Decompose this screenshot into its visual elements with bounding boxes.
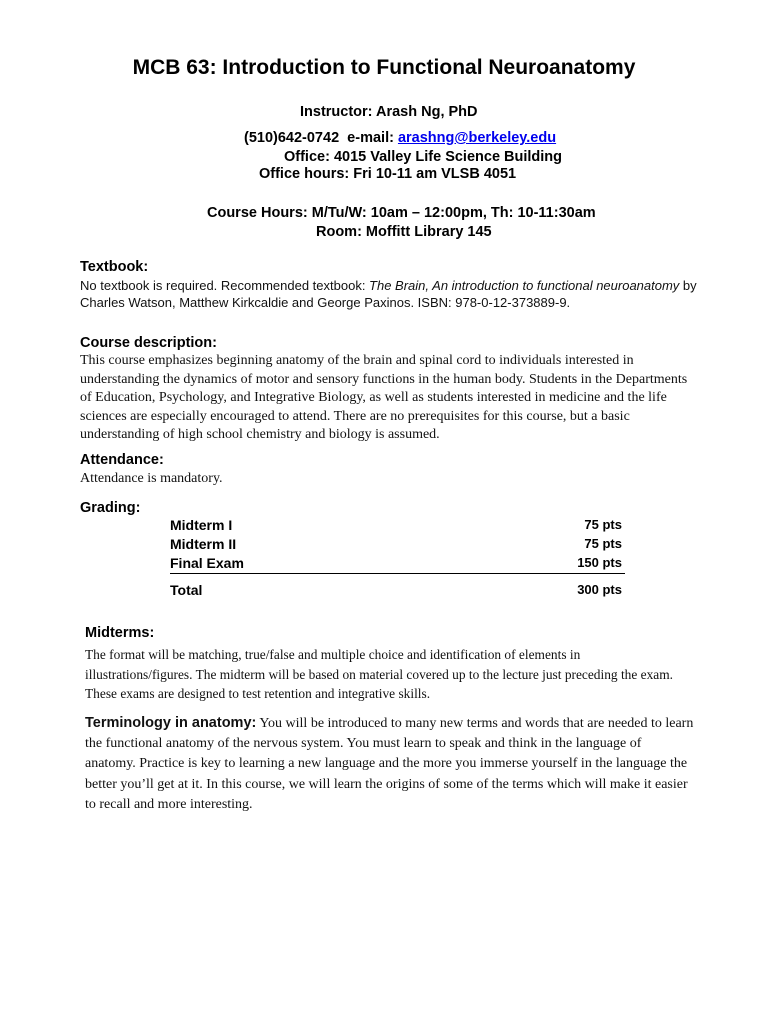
grading-label: Midterm II xyxy=(170,536,237,552)
grading-heading: Grading: xyxy=(80,500,141,516)
grading-points: 75 pts xyxy=(584,536,622,551)
room-line: Room: Moffitt Library 145 xyxy=(316,224,492,240)
textbook-text xyxy=(80,277,702,311)
textbook-heading: Textbook: xyxy=(80,259,149,275)
page-title: MCB 63: Introduction to Functional Neuroanatomy xyxy=(132,56,636,79)
terminology-heading: Terminology in anatomy: xyxy=(85,715,257,731)
terminology-paragraph xyxy=(85,713,695,815)
midterms-heading: Midterms: xyxy=(85,625,155,641)
terminology-text: You will be introduced to many new terms and words that are needed to learn the functional anatomy of the nervous system. You must learn to speak and think in the language of anatomy. Practice is key to learning a new language and the more you immerse yourself in the language the better you’ll get at it. In this course, we will learn the origins of some of the terms which will make it easier to recall and more interesting. xyxy=(85,716,694,812)
textbook-intro: No textbook is required. Recommended textbook: xyxy=(80,278,370,293)
textbook-title: The Brain, An introduction to functional neuroanatomy xyxy=(369,278,680,293)
grading-points: 75 pts xyxy=(584,517,622,532)
grading-total-label: Total xyxy=(170,582,203,598)
grading-label: Final Exam xyxy=(170,555,244,571)
midterms-text: The format will be matching, true/false and multiple choice and identification of elements in illustrations/figures. The midterm will be based on material covered up to the lecture just preceding the exam. These exams are designed to test retention and integrative skills. xyxy=(85,647,674,701)
textbook-authors: by Charles Watson, Matthew Kirkcaldie and George Paxinos. ISBN: 978-0-12-373889-9. xyxy=(80,278,697,310)
office-hours-line: Office hours: Fri 10-11 am VLSB 4051 xyxy=(259,166,517,182)
course-description-heading: Course description: xyxy=(80,335,217,351)
office-line: Office: 4015 Valley Life Science Building xyxy=(284,149,563,165)
instructor-line: Instructor: Arash Ng, PhD xyxy=(300,104,478,120)
phone-label: (510)642-0742 e-mail: xyxy=(244,130,398,146)
grading-divider xyxy=(170,573,625,574)
course-description-text: This course emphasizes beginning anatomy of the brain and spinal cord to individuals interested in understanding the dynamics of motor and sensory functions in the human body. Students in the Departments of Education, Psychology, and Integrative Biology, as well as students interested in medicine and the life sciences are especially encouraged to attend. There are no prerequisites for this course, but a basic understanding of high school chemistry and biology is assumed. xyxy=(80,353,688,443)
email-link[interactable]: arashng@berkeley.edu xyxy=(397,130,557,146)
grading-total-points: 300 pts xyxy=(577,582,622,597)
course-hours-line: Course Hours: M/Tu/W: 10am – 12:00pm, Th: 10-11:30am xyxy=(207,205,596,221)
attendance-heading: Attendance: xyxy=(80,452,164,468)
grading-points: 150 pts xyxy=(577,555,622,570)
attendance-text: Attendance is mandatory. xyxy=(80,471,223,486)
contact-line xyxy=(244,130,556,146)
grading-label: Midterm I xyxy=(170,517,233,533)
